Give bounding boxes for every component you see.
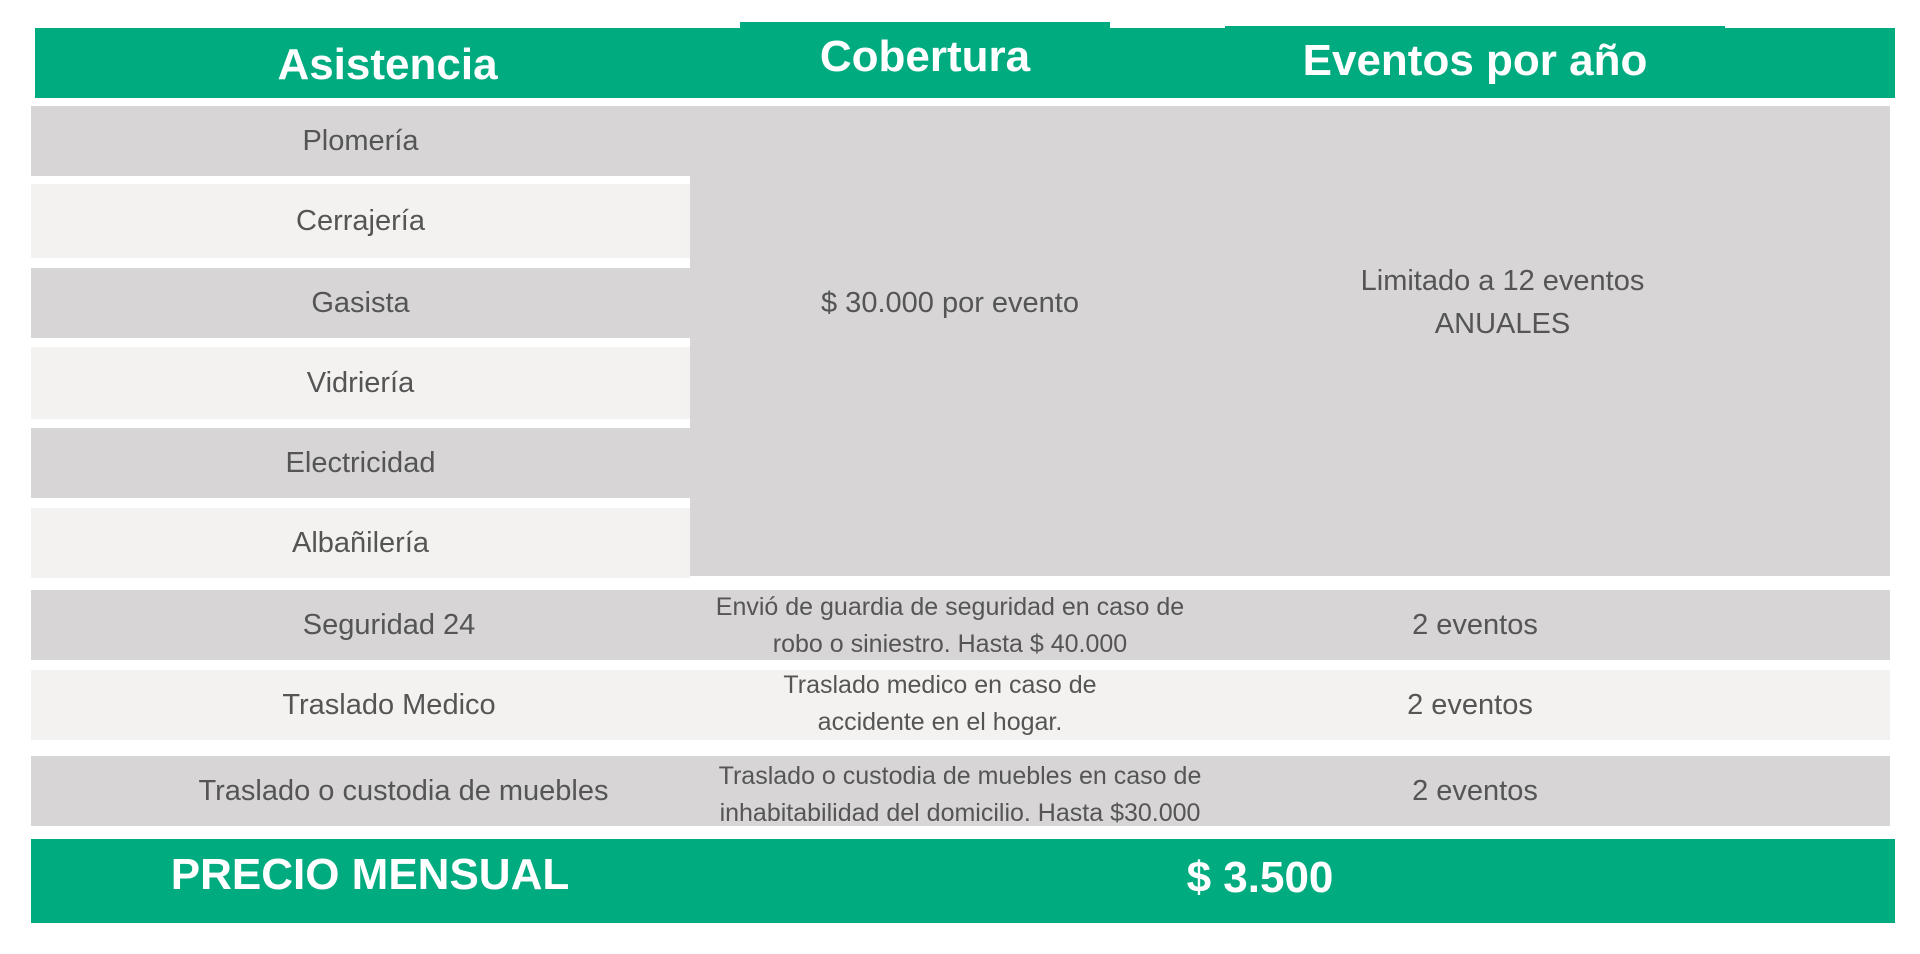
row-coverage-line1: Traslado o custodia de muebles en caso de bbox=[718, 762, 1202, 790]
service-plomeria: Plomería bbox=[31, 106, 690, 176]
row-service: Traslado o custodia de muebles bbox=[198, 774, 609, 807]
row-service: Seguridad 24 bbox=[302, 608, 476, 641]
row-events: 2 eventos bbox=[1412, 774, 1538, 807]
group-block bbox=[690, 106, 1890, 576]
header-cobertura: Cobertura bbox=[740, 22, 1110, 92]
header-asistencia: Asistencia bbox=[35, 28, 740, 98]
row-service: Traslado Medico bbox=[282, 688, 496, 721]
row-coverage-line2: inhabitabilidad del domicilio. Hasta $30.000 bbox=[719, 799, 1201, 827]
service-cerrajeria: Cerrajería bbox=[31, 184, 690, 258]
row-coverage-line1: Envió de guardia de seguridad en caso de bbox=[715, 593, 1185, 621]
service-electricidad: Electricidad bbox=[31, 428, 690, 498]
row-events: 2 eventos bbox=[1407, 688, 1533, 721]
row-events: 2 eventos bbox=[1412, 608, 1538, 641]
group-events-line2: ANUALES bbox=[1434, 308, 1571, 340]
row-coverage bbox=[690, 589, 1210, 663]
row-coverage-line2: accidente en el hogar. bbox=[817, 708, 1063, 736]
group-events bbox=[1300, 260, 1705, 350]
row-coverage bbox=[690, 758, 1230, 832]
group-events-line1: Limitado a 12 eventos bbox=[1360, 265, 1645, 297]
service-vidrieria: Vidriería bbox=[31, 347, 690, 419]
price-label: PRECIO MENSUAL bbox=[150, 839, 590, 911]
price-value: $ 3.500 bbox=[1110, 842, 1410, 914]
group-coverage: $ 30.000 por evento bbox=[821, 286, 1079, 319]
row-coverage-line1: Traslado medico en caso de bbox=[783, 671, 1097, 699]
row-coverage-line2: robo o siniestro. Hasta $ 40.000 bbox=[772, 630, 1128, 658]
row-coverage bbox=[690, 667, 1190, 741]
service-albanileria: Albañilería bbox=[31, 508, 690, 578]
header-eventos: Eventos por año bbox=[1225, 26, 1725, 96]
service-gasista: Gasista bbox=[31, 268, 690, 338]
